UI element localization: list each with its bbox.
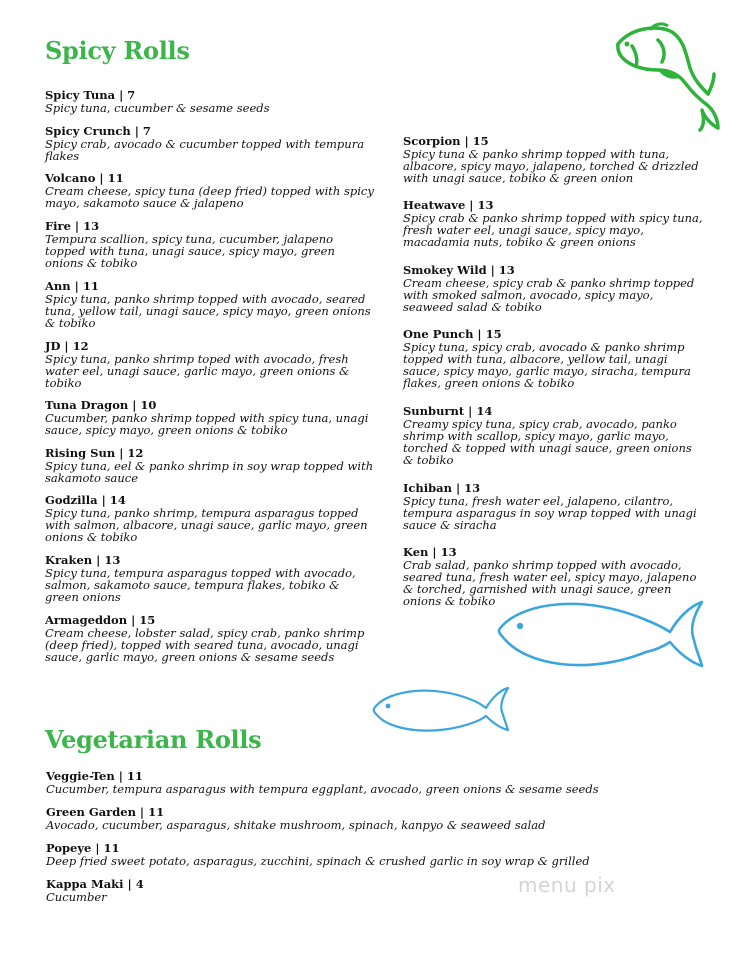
menu-item-name: One Punch | 15	[403, 327, 502, 341]
menu-item	[45, 494, 375, 543]
blue-fish-large-icon	[496, 596, 706, 672]
menu-item-description: Tempura scallion, spicy tuna, cucumber, jalapeno topped with tuna, unagi sauce, spicy mayo, green onions & tobiko	[45, 232, 335, 270]
menu-item	[403, 264, 703, 313]
menu-item-description: Cucumber	[46, 890, 107, 904]
menu-item-description: Cucumber, tempura asparagus with tempura eggplant, avocado, green onions & sesame seeds	[46, 782, 599, 796]
vegetarian-rolls-heading: Vegetarian Rolls	[45, 725, 262, 754]
menu-item-description: Avocado, cucumber, asparagus, shitake mushroom, spinach, kanpyo & seaweed salad	[46, 818, 546, 832]
menu-item-name: Kraken | 13	[45, 553, 121, 567]
menu-item	[46, 806, 686, 831]
menu-item	[403, 405, 703, 466]
menu-item-name: Fire | 13	[45, 219, 100, 233]
menu-item-description: Spicy crab & panko shrimp topped with spicy tuna, fresh water eel, unagi sauce, spicy mayo, macadamia nuts, tobiko & green onions	[403, 211, 703, 249]
menu-item	[403, 199, 703, 248]
menu-item	[45, 89, 375, 114]
menu-item-description: Spicy tuna, cucumber & sesame seeds	[45, 101, 270, 115]
menu-item-name: Tuna Dragon | 10	[45, 398, 157, 412]
menu-item	[403, 328, 703, 389]
menu-item-name: Ichiban | 13	[403, 481, 481, 495]
blue-fish-small-icon	[372, 686, 512, 732]
menu-item	[45, 399, 375, 436]
menu-item	[45, 220, 375, 269]
spicy-rolls-heading: Spicy Rolls	[45, 36, 190, 65]
menu-item-description: Cream cheese, spicy crab & panko shrimp topped with smoked salmon, avocado, spicy mayo, seaweed salad & tobiko	[403, 276, 695, 314]
menu-item-description: Crab salad, panko shrimp topped with avocado, seared tuna, fresh water eel, spicy mayo, jalapeno & torched, garnished with unagi sauce, green onions & tobiko	[403, 558, 697, 608]
menu-item-name: Green Garden | 11	[46, 805, 165, 819]
menu-item	[46, 842, 686, 867]
menu-item-name: Ken | 13	[403, 545, 457, 559]
menu-item	[403, 482, 703, 531]
menu-item	[403, 135, 703, 184]
menu-item-name: Scorpion | 15	[403, 134, 489, 148]
menu-item-name: Kappa Maki | 4	[46, 877, 144, 891]
menu-item-name: Ann | 11	[45, 279, 99, 293]
menu-item	[45, 614, 375, 663]
menu-item-name: Godzilla | 14	[45, 493, 126, 507]
menu-item	[45, 340, 375, 389]
menu-item-name: Popeye | 11	[46, 841, 120, 855]
green-fish-icon	[610, 22, 730, 134]
menu-item-name: Armageddon | 15	[45, 613, 156, 627]
menu-item-name: Spicy Crunch | 7	[45, 124, 151, 138]
watermark-text: menu pix	[518, 873, 616, 897]
menu-item-description: Cream cheese, spicy tuna (deep fried) topped with spicy mayo, sakamoto sauce & jalapeno	[45, 184, 374, 210]
menu-item-description: Cucumber, panko shrimp topped with spicy tuna, unagi sauce, spicy mayo, green onions & tobiko	[45, 411, 369, 437]
menu-item	[46, 770, 686, 795]
menu-item-description: Spicy crab, avocado & cucumber topped with tempura flakes	[45, 137, 365, 163]
menu-item-description: Spicy tuna, spicy crab, avocado & panko shrimp topped with tuna, albacore, yellow tail, unagi sauce, spicy mayo, garlic mayo, siracha, tempura flakes, green onions & tobiko	[403, 340, 691, 390]
menu-item-description: Spicy tuna, panko shrimp, tempura asparagus topped with salmon, albacore, unagi sauce, garlic mayo, green onions & tobiko	[45, 506, 368, 544]
menu-item-description: Spicy tuna & panko shrimp topped with tuna, albacore, spicy mayo, jalapeno, torched & drizzled with unagi sauce, tobiko & green onion	[403, 147, 699, 185]
menu-item	[45, 447, 375, 484]
menu-item-name: JD | 12	[45, 339, 89, 353]
menu-item	[45, 280, 375, 329]
menu-item-description: Spicy tuna, tempura asparagus topped with avocado, salmon, sakamoto sauce, tempura flakes, tobiko & green onions	[45, 566, 356, 604]
menu-item-name: Rising Sun | 12	[45, 446, 144, 460]
menu-item	[45, 554, 375, 603]
menu-item-description: Cream cheese, lobster salad, spicy crab, panko shrimp (deep fried), topped with seared tuna, avocado, unagi sauce, garlic mayo, green onions & sesame seeds	[45, 626, 365, 664]
menu-item-description: Spicy tuna, panko shrimp toped with avocado, fresh water eel, unagi sauce, garlic mayo, green onions & tobiko	[45, 352, 350, 390]
menu-item-description: Deep fried sweet potato, asparagus, zucchini, spinach & crushed garlic in soy wrap & grilled	[46, 854, 590, 868]
menu-item-description: Spicy tuna, panko shrimp topped with avocado, seared tuna, yellow tail, unagi sauce, spicy mayo, green onions & tobiko	[45, 292, 371, 330]
menu-item-description: Spicy tuna, fresh water eel, jalapeno, cilantro, tempura asparagus in soy wrap topped with unagi sauce & siracha	[403, 494, 697, 532]
menu-item-name: Heatwave | 13	[403, 198, 494, 212]
menu-item-name: Sunburnt | 14	[403, 404, 493, 418]
menu-item-description: Spicy tuna, eel & panko shrimp in soy wrap topped with sakamoto sauce	[45, 459, 374, 485]
menu-item-name: Smokey Wild | 13	[403, 263, 515, 277]
menu-item-name: Spicy Tuna | 7	[45, 88, 136, 102]
menu-item	[45, 172, 375, 209]
menu-item	[45, 125, 375, 162]
menu-item-name: Veggie-Ten | 11	[46, 769, 143, 783]
menu-item-description: Creamy spicy tuna, spicy crab, avocado, panko shrimp with scallop, spicy mayo, garlic mayo, torched & topped with unagi sauce, green onions & tobiko	[403, 417, 692, 467]
menu-item-name: Volcano | 11	[45, 171, 124, 185]
